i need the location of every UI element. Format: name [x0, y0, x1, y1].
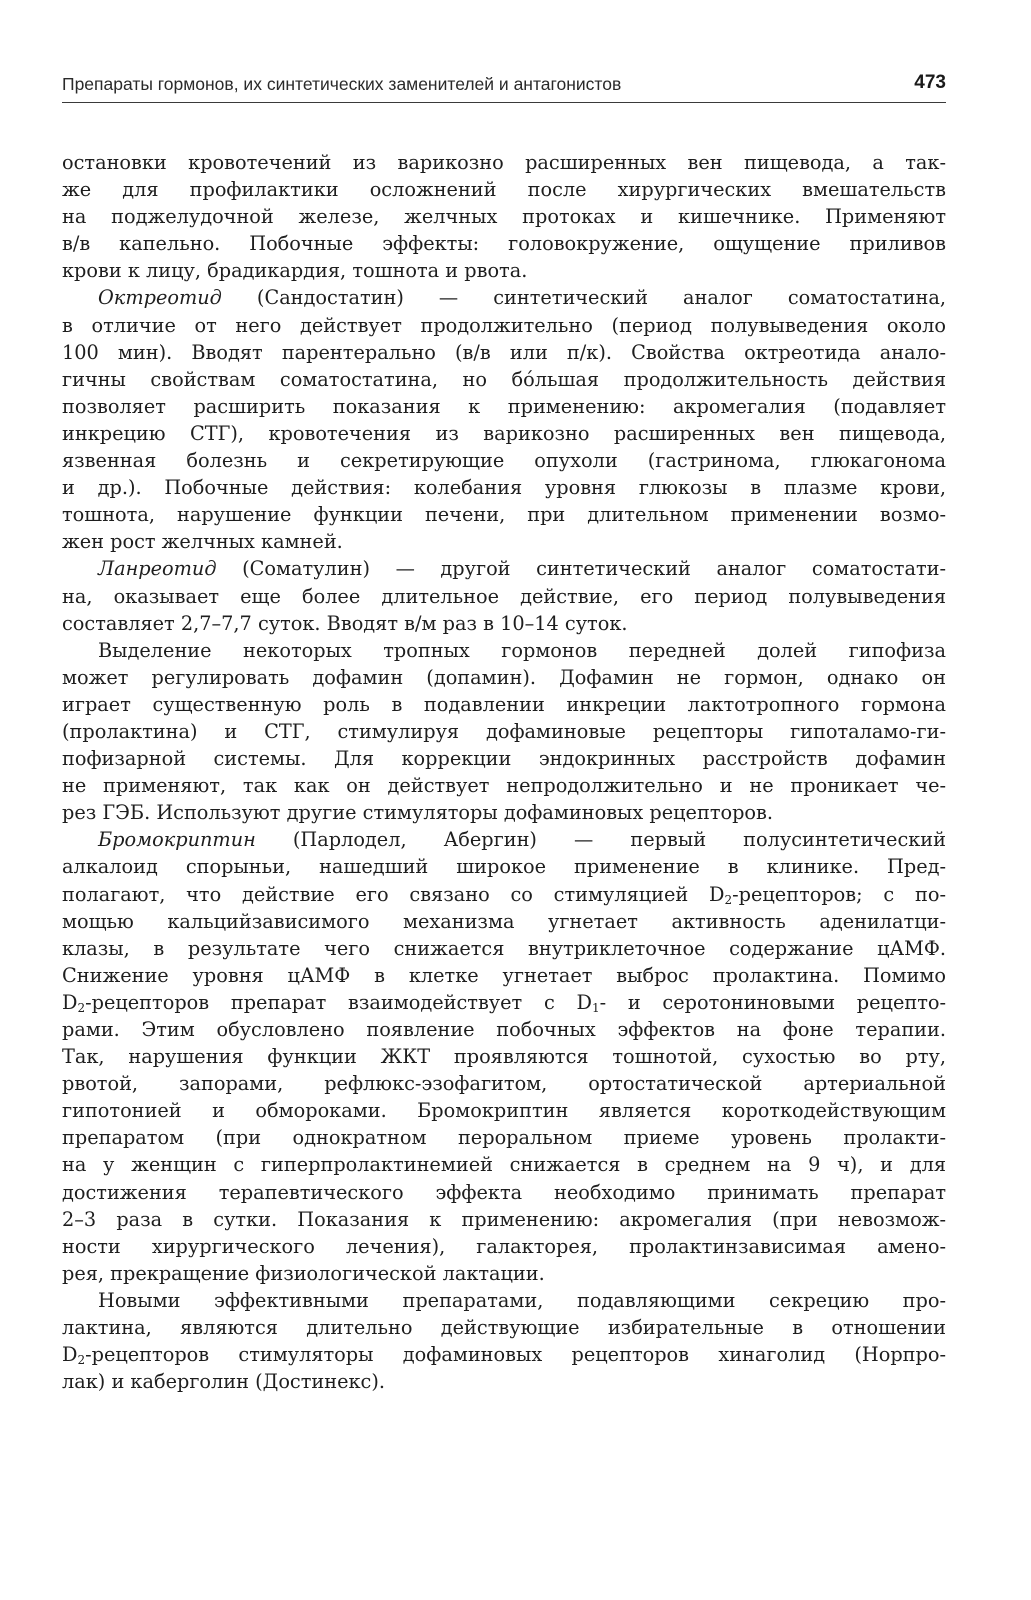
text-line	[62, 718, 946, 745]
line-text: позволяет расширить показания к применению: акромегалия (подавляет	[62, 394, 946, 418]
line-text: полагают, что действие его связано со стимуляцией D	[62, 882, 725, 906]
drug-name: Бромокриптин	[98, 828, 256, 852]
text-line	[62, 610, 946, 637]
line-text: же для профилактики осложнений после хирургических вмешательств	[62, 178, 946, 202]
line-text: D	[62, 1343, 78, 1367]
line-text: играет существенную роль в подавлении инкреции лактотропного гормона	[62, 692, 946, 716]
text-line	[62, 1314, 946, 1341]
text-line	[62, 772, 946, 799]
line-text: и др.). Побочные действия: колебания уровня глюкозы в плазме крови,	[62, 476, 946, 500]
line-text: рез ГЭБ. Используют другие стимуляторы дофаминовых рецепторов.	[62, 801, 774, 825]
line-text: ности хирургического лечения), галакторея, пролактинзависимая амено-	[62, 1234, 946, 1258]
text-line	[62, 176, 946, 203]
line-text: Новыми эффективными препаратами, подавляющими секрецию про-	[98, 1288, 946, 1312]
line-text: на поджелудочной железе, желчных протоках и кишечнике. Применяют	[62, 205, 946, 229]
line-text: (пролактина) и СТГ, стимулируя дофаминовые рецепторы гипоталамо-ги-	[62, 719, 946, 743]
line-text: D	[62, 990, 78, 1014]
text-line	[62, 366, 946, 393]
line-text: -рецепторов стимуляторы дофаминовых рецепторов хинаголид (Норпро-	[85, 1343, 946, 1367]
text-line	[62, 1206, 946, 1233]
line-text: рвотой, запорами, рефлюкс-эзофагитом, ортостатической артериальной	[62, 1072, 946, 1096]
subscript: 2	[724, 892, 733, 907]
text-line	[62, 1233, 946, 1260]
text-line	[62, 1179, 946, 1206]
text-line	[62, 1097, 946, 1124]
text-line	[62, 339, 946, 366]
line-text: лактина, являются длительно действующие избирательные в отношении	[62, 1316, 946, 1340]
line-text: клазы, в результате чего снижается внутриклеточное содержание цАМФ.	[62, 936, 946, 960]
text-line	[62, 1341, 946, 1368]
line-text: (Сандостатин) — синтетический аналог соматостатина,	[221, 286, 946, 310]
text-line	[62, 284, 946, 311]
line-text: в/в капельно. Побочные эффекты: головокружение, ощущение приливов	[62, 232, 946, 256]
text-line	[62, 257, 946, 284]
line-text: крови к лицу, брадикардия, тошнота и рвота.	[62, 259, 528, 283]
text-line	[62, 501, 946, 528]
text-line	[62, 1124, 946, 1151]
line-text: -рецепторов; с по-	[732, 882, 946, 906]
line-text: 100 мин). Вводят парентерально (в/в или п/к). Свойства октреотида анало-	[62, 340, 946, 364]
running-title: Препараты гормонов, их синтетических заменителей и антагонистов	[62, 74, 622, 94]
text-line	[62, 935, 946, 962]
line-text: Так, нарушения функции ЖКТ проявляются тошнотой, сухостью во рту,	[62, 1045, 946, 1069]
line-text: остановки кровотечений из варикозно расширенных вен пищевода, а так-	[62, 151, 946, 174]
text-line	[62, 1151, 946, 1178]
line-text: - и серотониновыми рецепто-	[599, 990, 946, 1014]
drug-name: Ланреотид	[98, 557, 217, 581]
text-line	[62, 230, 946, 257]
line-text: не применяют, так как он действует непродолжительно и не проникает че-	[62, 774, 946, 798]
text-line	[62, 1260, 946, 1287]
text-line	[62, 799, 946, 826]
text-line	[62, 420, 946, 447]
line-text: лак) и каберголин (Достинекс).	[62, 1370, 386, 1394]
line-text: -рецепторов препарат взаимодействует с D	[85, 990, 592, 1014]
line-text: составляет 2,7–7,7 суток. Вводят в/м раз в 10–14 суток.	[62, 611, 628, 635]
text-line	[62, 691, 946, 718]
line-text: Снижение уровня цАМФ в клетке угнетает выброс пролактина. Помимо	[62, 963, 946, 987]
line-text: инкрецию СТГ), кровотечения из варикозно расширенных вен пищевода,	[62, 421, 946, 445]
text-line	[62, 989, 946, 1016]
line-text: пофизарной системы. Для коррекции эндокринных расстройств дофамин	[62, 747, 946, 771]
line-text: на, оказывает еще более длительное действие, его период полувыведения	[62, 584, 946, 608]
text-line	[62, 1070, 946, 1097]
text-line	[62, 1016, 946, 1043]
line-text: препаратом (при однократном пероральном приеме уровень пролакти-	[62, 1126, 946, 1150]
text-line	[62, 908, 946, 935]
text-line	[62, 1287, 946, 1314]
page-number: 473	[914, 72, 946, 93]
text-line	[62, 1043, 946, 1070]
text-line	[62, 447, 946, 474]
line-text: рея, прекращение физиологической лактации.	[62, 1261, 545, 1285]
text-line	[62, 826, 946, 853]
text-line	[62, 583, 946, 610]
running-header	[62, 70, 946, 103]
drug-name: Октреотид	[98, 286, 222, 310]
line-text: (Соматулин) — другой синтетический аналог соматостати-	[216, 557, 946, 581]
line-text: достижения терапевтического эффекта необходимо принимать препарат	[62, 1180, 946, 1204]
subscript: 2	[77, 1353, 86, 1368]
line-text: (Парлодел, Абергин) — первый полусинтетический	[255, 828, 946, 852]
subscript: 1	[591, 1000, 600, 1015]
subscript: 2	[77, 1000, 86, 1015]
text-line	[62, 962, 946, 989]
line-text: язвенная болезнь и секретирующие опухоли (гастринома, глюкагонома	[62, 449, 946, 473]
line-text: жен рост желчных камней.	[62, 530, 343, 554]
line-text: 2–3 раза в сутки. Показания к применению: акромегалия (при невозмож-	[62, 1207, 946, 1231]
text-line	[62, 745, 946, 772]
text-line	[62, 528, 946, 555]
text-line	[62, 393, 946, 420]
line-text: тошнота, нарушение функции печени, при длительном применении возмо-	[62, 503, 946, 527]
text-line	[62, 881, 946, 908]
text-line	[62, 555, 946, 582]
line-text: может регулировать дофамин (допамин). Дофамин не гормон, однако он	[62, 665, 946, 689]
text-line	[62, 664, 946, 691]
text-line	[62, 149, 946, 176]
line-text: Выделение некоторых тропных гормонов передней долей гипофиза	[98, 638, 946, 662]
text-line	[62, 1368, 946, 1395]
line-text: рами. Этим обусловлено появление побочных эффектов на фоне терапии.	[62, 1018, 946, 1041]
line-text: гичны свойствам соматостатина, но бóльшая продолжительность действия	[62, 367, 946, 391]
text-line	[62, 474, 946, 501]
line-text: в отличие от него действует продолжительно (период полувыведения около	[62, 313, 946, 337]
line-text: мощью кальцийзависимого механизма угнетает активность аденилатци-	[62, 909, 946, 933]
line-text: алкалоид спорыньи, нашедший широкое применение в клинике. Пред-	[62, 855, 946, 879]
body-text	[62, 149, 946, 1395]
line-text: на у женщин с гиперпролактинемией снижается в среднем на 9 ч), и для	[62, 1153, 946, 1177]
text-line	[62, 853, 946, 880]
text-line	[62, 637, 946, 664]
text-line	[62, 203, 946, 230]
line-text: гипотонией и обмороками. Бромокриптин является короткодействующим	[62, 1099, 946, 1123]
text-line	[62, 312, 946, 339]
